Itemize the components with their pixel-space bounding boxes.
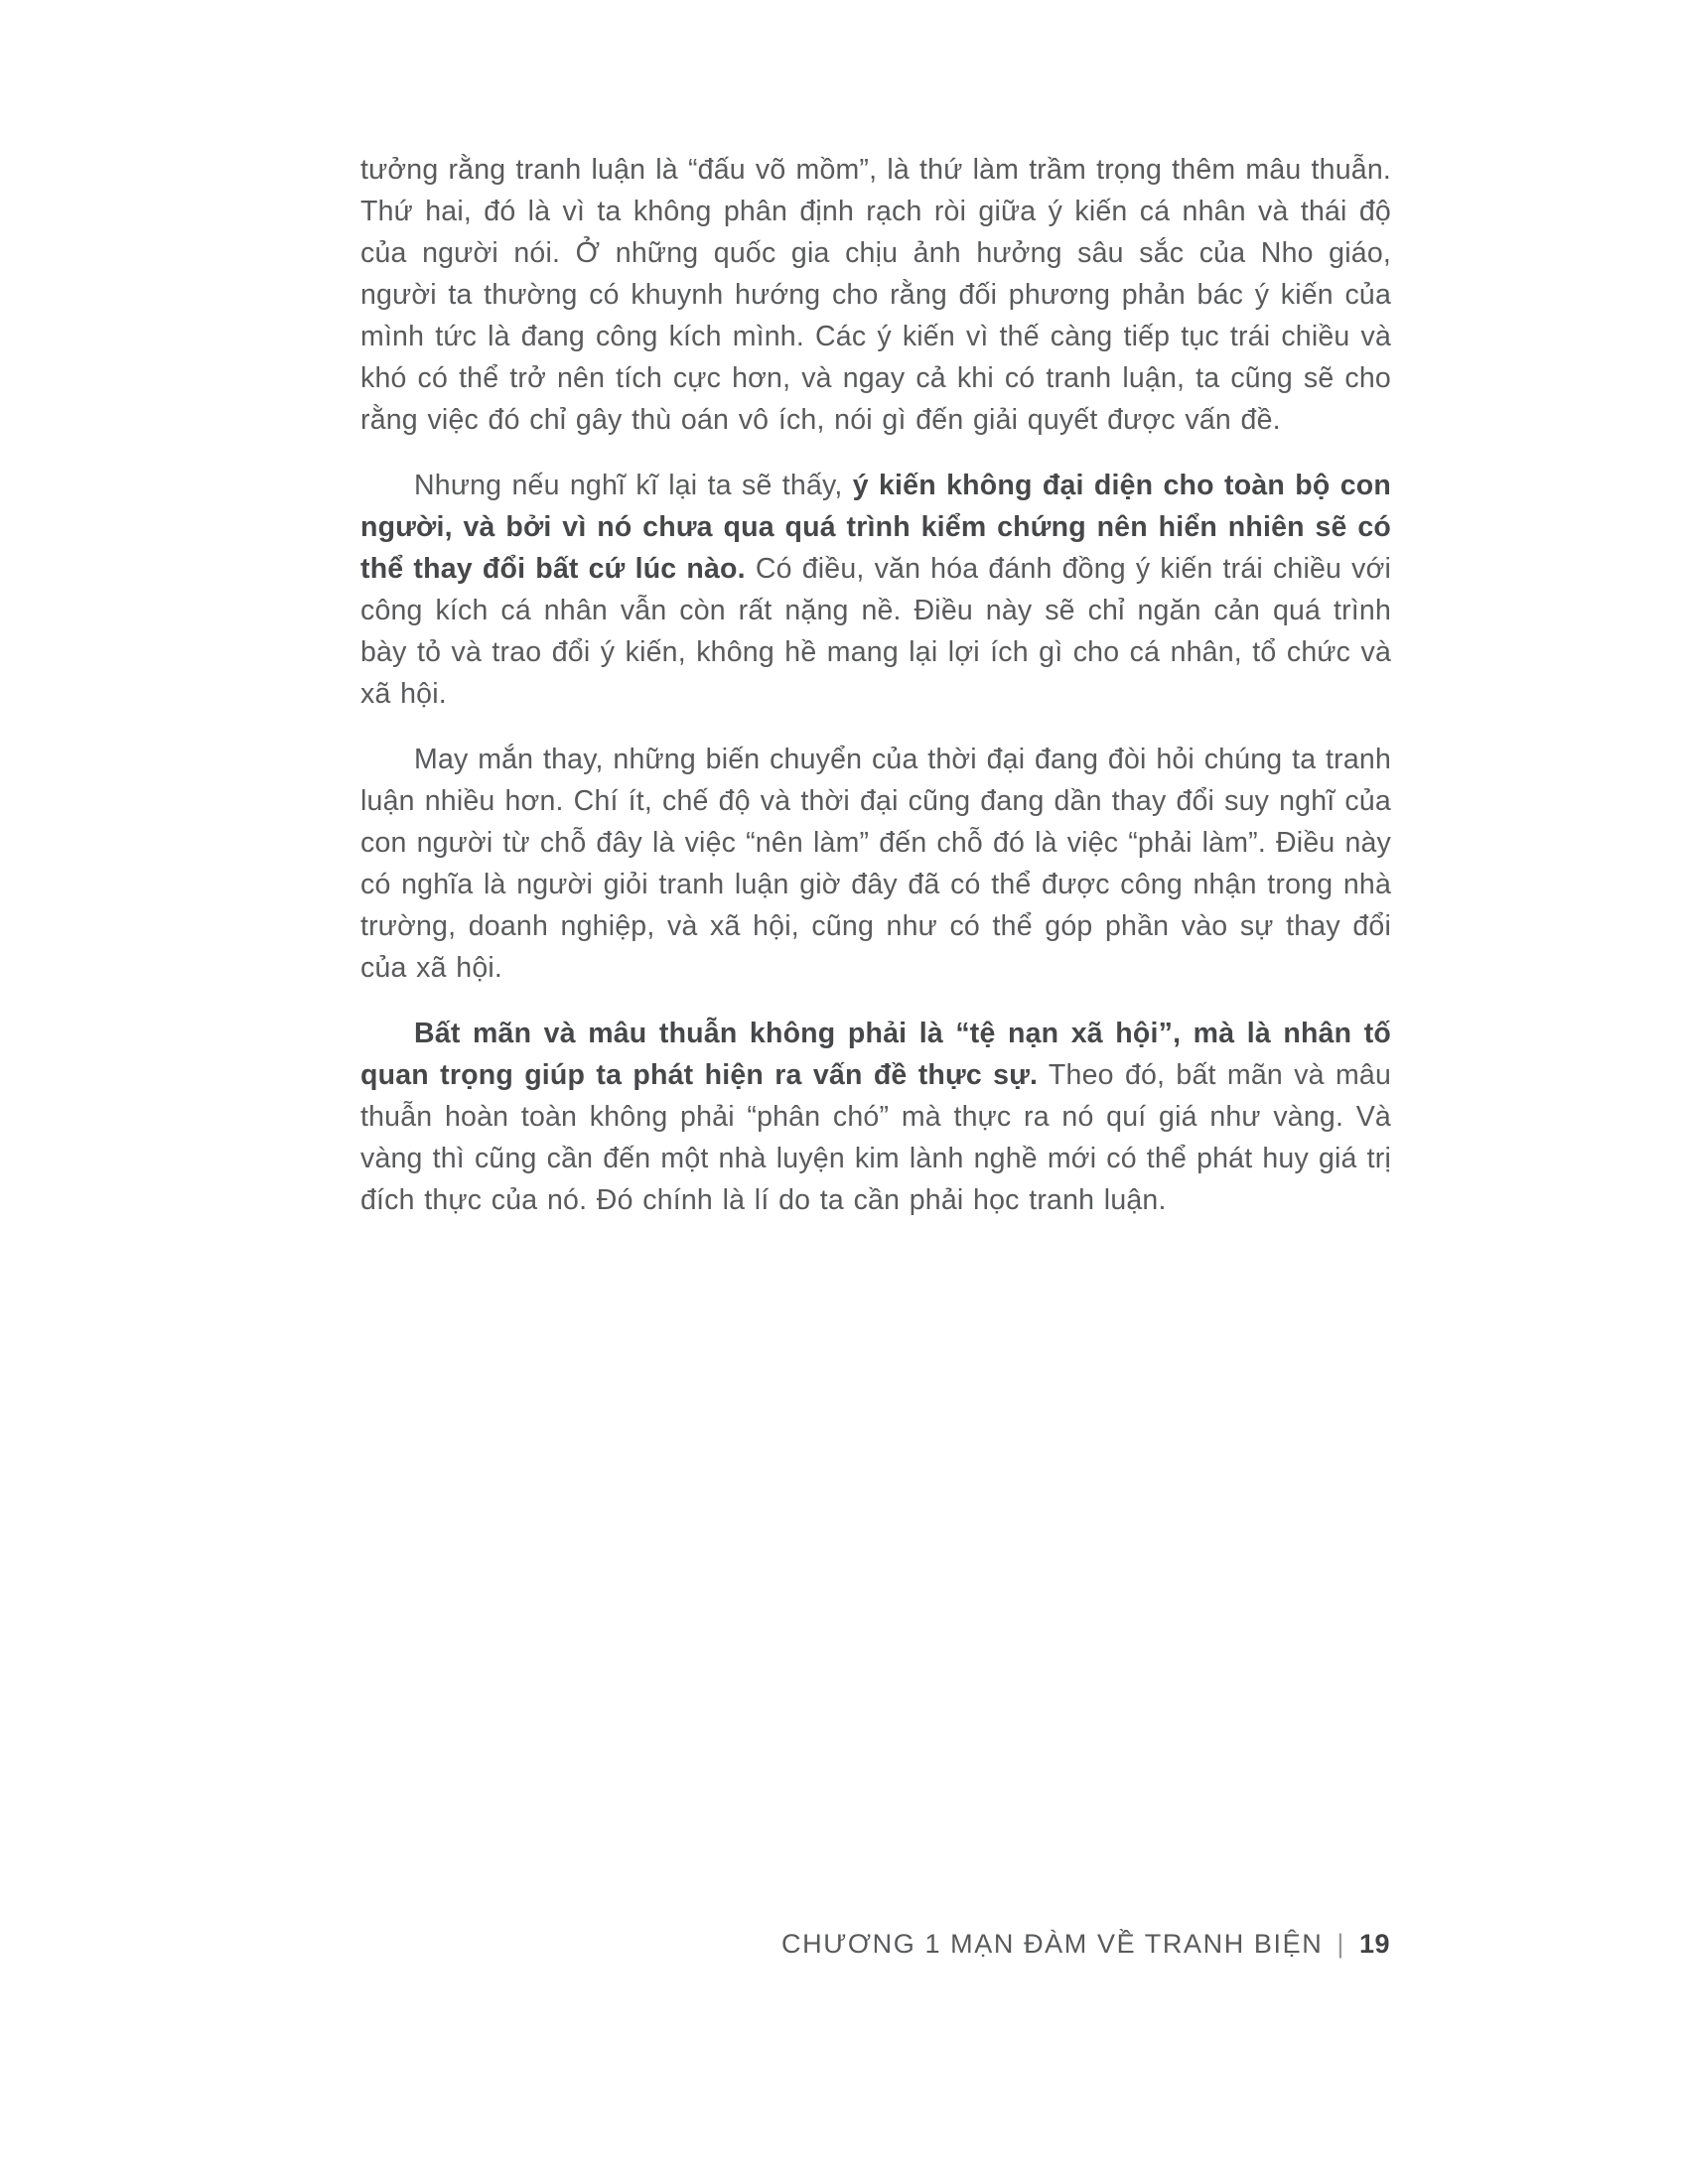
footer-separator: | [1336,1929,1345,1959]
body-text-segment: Theo đó, bất mãn và mâu thuẫn hoàn toàn không phải “phân chó” mà thực ra nó quí giá như vàng. Và vàng thì cũng cần đến một nhà luyện kim lành nghề mới có thể phát huy giá trị đích thực của nó. Đó chính là lí do ta cần phải học tranh luận. [360,1059,1391,1216]
body-text-block [360,149,1391,1245]
paragraph [360,149,1391,441]
running-footer-chapter-title: CHƯƠNG 1 MẠN ĐÀM VỀ TRANH BIỆN [781,1929,1324,1959]
emphasis-text-segment: Bất mãn và mâu thuẫn không phải là “tệ nạn xã hội”, mà là nhân tố quan trọng giúp ta phát hiện ra vấn đề thực sự. [360,1018,1391,1091]
body-text-segment: tưởng rằng tranh luận là “đấu võ mồm”, là thứ làm trầm trọng thêm mâu thuẫn. Thứ hai, đó là vì ta không phân định rạch ròi giữa ý kiến cá nhân và thái độ của người nói. Ở những quốc gia chịu ảnh hưởng sâu sắc của Nho giáo, người ta thường có khuynh hướng cho rằng đối phương phản bác ý kiến của mình tức là đang công kích mình. Các ý kiến vì thế càng tiếp tục trái chiều và khó có thể trở nên tích cực hơn, và ngay cả khi có tranh luận, ta cũng sẽ cho rằng việc đó chỉ gây thù oán vô ích, nói gì đến giải quyết được vấn đề. [360,154,1391,436]
emphasis-text-segment: ý kiến không đại diện cho toàn bộ con người, và bởi vì nó chưa qua quá trình kiểm chứng nên hiển nhiên sẽ có thể thay đổi bất cứ lúc nào. [360,470,1391,585]
body-text-segment: Nhưng nếu nghĩ kĩ lại ta sẽ thấy, [414,470,853,501]
paragraph [360,739,1391,989]
body-text-segment: May mắn thay, những biến chuyển của thời đại đang đòi hỏi chúng ta tranh luận nhiều hơn. Chí ít, chế độ và thời đại cũng đang dần thay đổi suy nghĩ của con người từ chỗ đây là việc “nên làm” đến chỗ đó là việc “phải làm”. Điều này có nghĩa là người giỏi tranh luận giờ đây đã có thể được công nhận trong nhà trường, doanh nghiệp, và xã hội, cũng như có thể góp phần vào sự thay đổi của xã hội. [360,744,1391,984]
body-text-segment: Có điều, văn hóa đánh đồng ý kiến trái chiều với công kích cá nhân vẫn còn rất nặng nề. Điều này sẽ chỉ ngăn cản quá trình bày tỏ và trao đổi ý kiến, không hề mang lại lợi ích gì cho cá nhân, tổ chức và xã hội. [360,553,1392,710]
page-footer [781,1929,1390,1960]
paragraph [360,465,1391,715]
paragraph [360,1013,1391,1221]
page-number: 19 [1358,1929,1390,1959]
